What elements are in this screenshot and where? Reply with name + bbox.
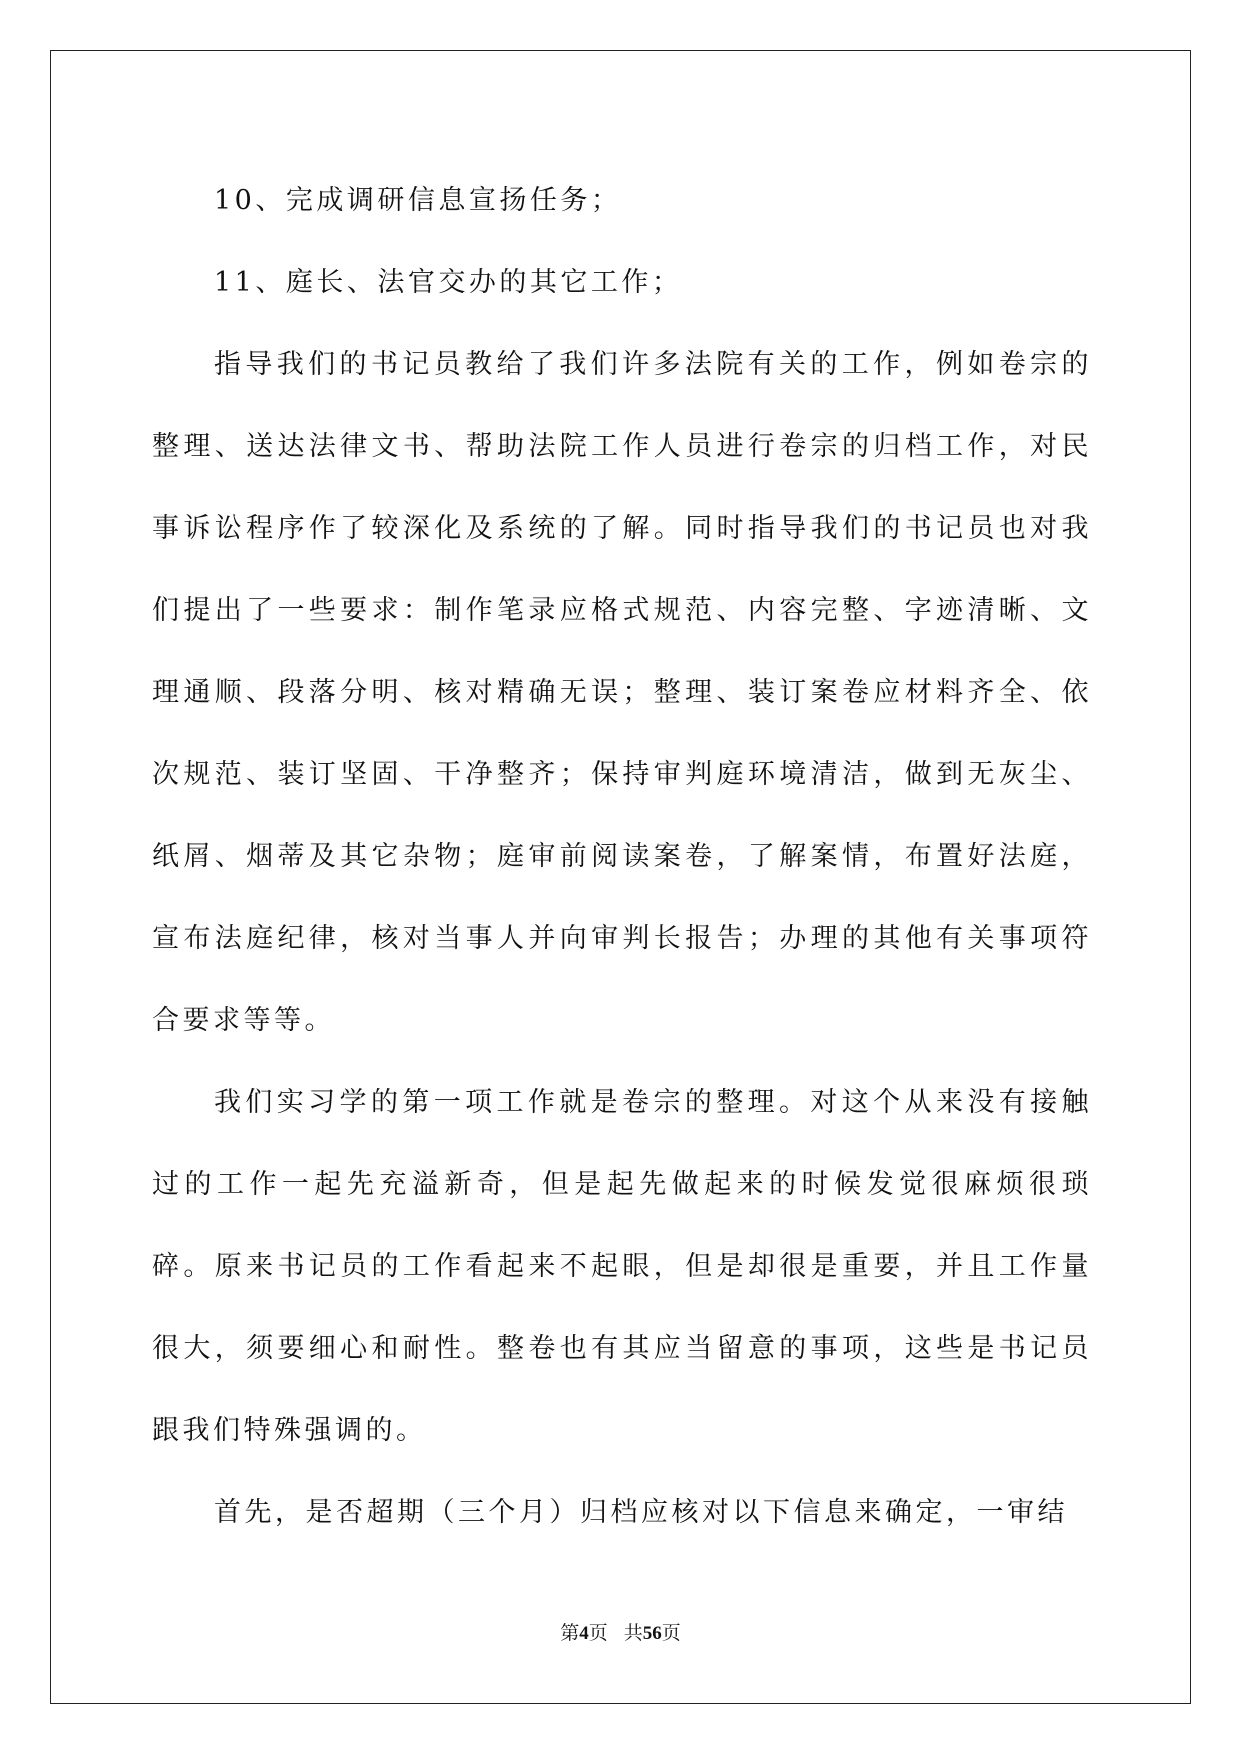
paragraph-item-10: 10、完成调研信息宣扬任务； <box>214 185 622 216</box>
current-page-number: 4 <box>579 1623 589 1644</box>
paragraph-item-11: 11、庭长、法官交办的其它工作； <box>214 267 683 298</box>
total-page-count: 56 <box>642 1623 662 1644</box>
footer-page-prefix: 第 <box>560 1623 580 1644</box>
paragraph-first-step: 首先，是否超期（三个月）归档应核对以下信息来确定，一审结 <box>214 1497 1068 1528</box>
footer-total-suffix: 页 <box>661 1623 681 1644</box>
page-footer <box>0 1618 1241 1645</box>
paragraph-file-organization: 我们实习学的第一项工作就是卷宗的整理。对这个从来没有接触过的工作一起先充溢新奇，但是起先做起来的时候发觉很麻烦很琐碎。原来书记员的工作看起来不起眼，但是却很是重要，并且工作量很大，须要细心和耐性。整卷也有其应当留意的事项，这些是书记员跟我们特殊强调的。 <box>152 1087 1092 1446</box>
footer-page-suffix: 页 <box>588 1623 608 1644</box>
paragraph-clerk-guidance: 指导我们的书记员教给了我们许多法院有关的工作，例如卷宗的整理、送达法律文书、帮助法院工作人员进行卷宗的归档工作，对民事诉讼程序作了较深化及系统的了解。同时指导我们的书记员也对我们提出了一些要求：制作笔录应格式规范、内容完整、字迹清晰、文理通顺、段落分明、核对精确无误；整理、装订案卷应材料齐全、依次规范、装订坚固、干净整齐；保持审判庭环境清洁，做到无灰尘、纸屑、烟蒂及其它杂物；庭审前阅读案卷，了解案情，布置好法庭，宣布法庭纪律，核对当事人并向审判长报告；办理的其他有关事项符合要求等等。 <box>152 349 1092 1036</box>
document-body <box>152 160 1092 1554</box>
footer-total-prefix: 共 <box>623 1623 643 1644</box>
